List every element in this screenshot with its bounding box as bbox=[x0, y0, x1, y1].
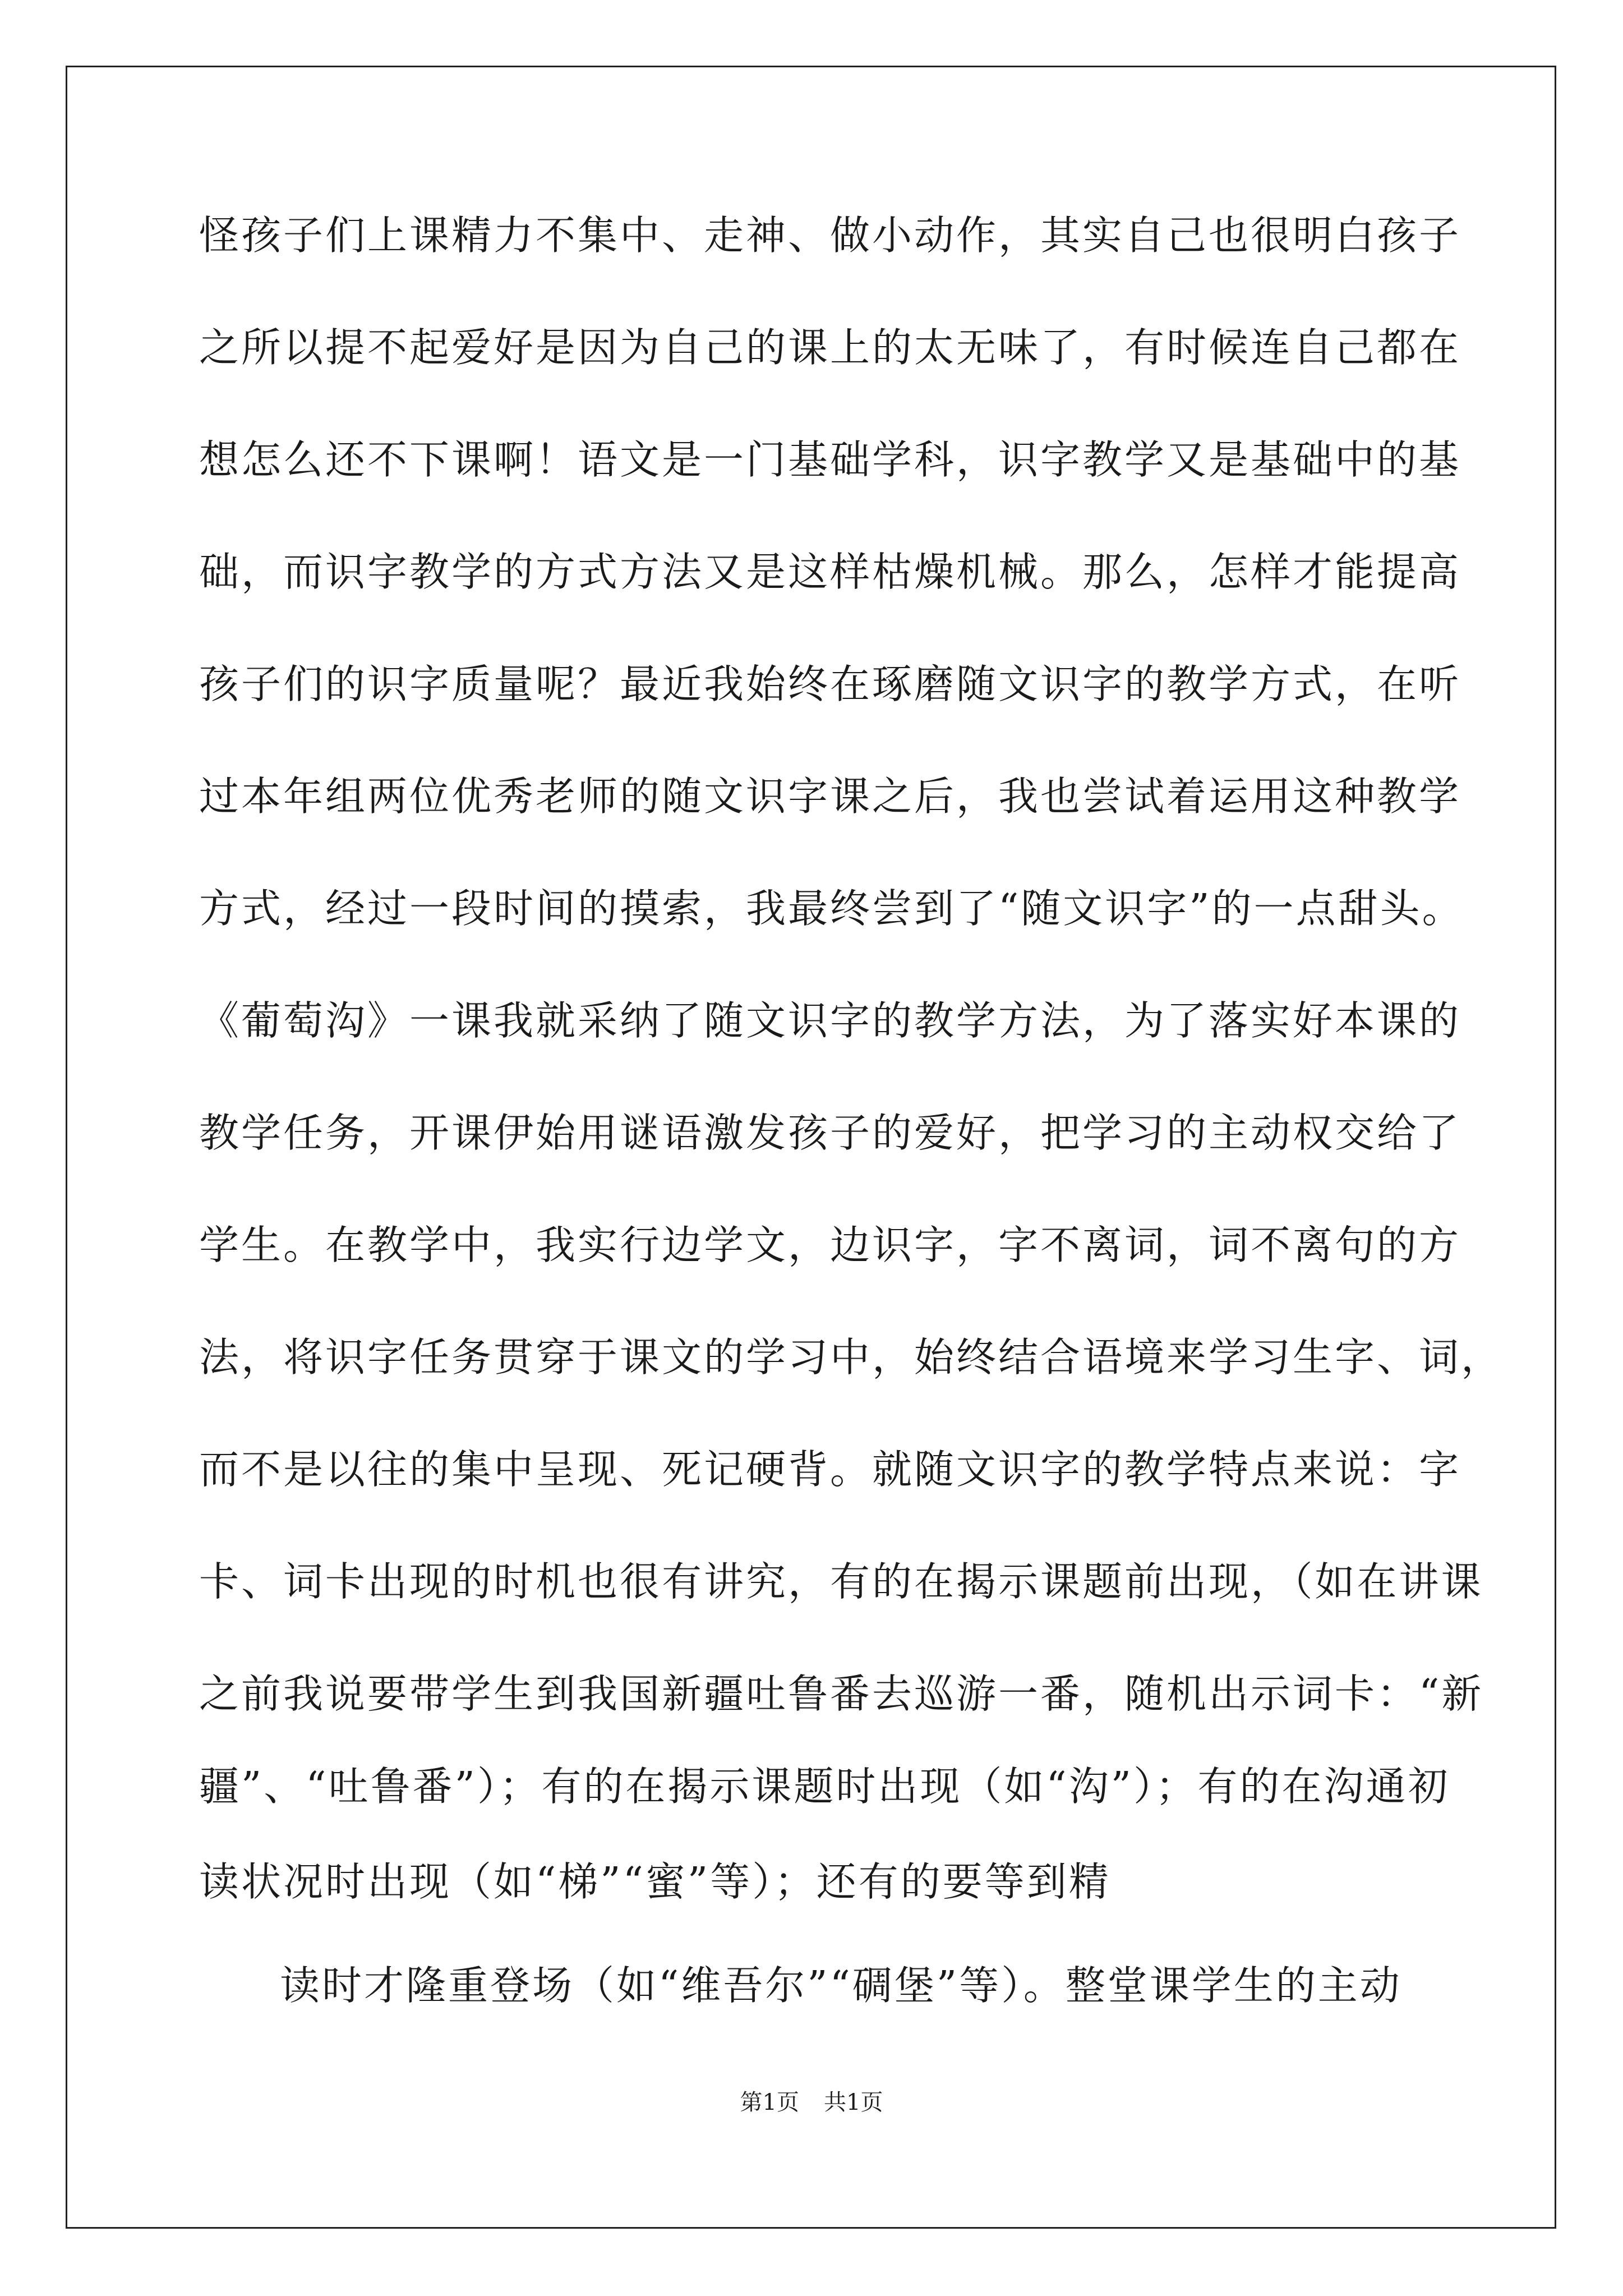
text-line-11: 法，将识字任务贯穿于课文的学习中，始终结合语境来学习生字、词， bbox=[199, 1334, 1504, 1381]
text-line-8: 《葡萄沟》一课我就采纳了随文识字的教学方法，为了落实好本课的 bbox=[199, 997, 1461, 1044]
text-line-10: 学生。在教学中，我实行边学文，边识字，字不离词，词不离句的方 bbox=[199, 1222, 1461, 1268]
page-number: 第1页 bbox=[740, 2090, 799, 2115]
text-line-indented: 读时才隆重登场（如“维吾尔”“碉堡”等）。整堂课学生的主动 bbox=[280, 1962, 1402, 2009]
text-line-7: 方式，经过一段时间的摸索，我最终尝到了“随文识字”的一点甜头。 bbox=[199, 885, 1464, 932]
text-line-1: 怪孩子们上课精力不集中、走神、做小动作，其实自己也很明白孩子 bbox=[199, 212, 1461, 259]
text-line-6: 过本年组两位优秀老师的随文识字课之后，我也尝试着运用这种教学 bbox=[199, 773, 1461, 820]
text-line-4: 础，而识字教学的方式方法又是这样枯燥机械。那么，怎样才能提高 bbox=[199, 549, 1461, 595]
text-line-5: 孩子们的识字质量呢？最近我始终在琢磨随文识字的教学方式，在听 bbox=[199, 661, 1461, 707]
text-line-12: 而不是以往的集中呈现、死记硬背。就随文识字的教学特点来说：字 bbox=[199, 1446, 1461, 1493]
text-line-15: 疆”、“吐鲁番”）；有的在揭示课题时出现（如“沟”）；有的在沟通初 bbox=[199, 1763, 1450, 1810]
page-total: 共1页 bbox=[824, 2090, 883, 2115]
text-line-2: 之所以提不起爱好是因为自己的课上的太无味了，有时候连自己都在 bbox=[199, 324, 1461, 371]
text-line-16: 读状况时出现（如“梯”“蜜”等）；还有的要等到精 bbox=[199, 1858, 1111, 1905]
text-line-3: 想怎么还不下课啊！语文是一门基础学科，识字教学又是基础中的基 bbox=[199, 436, 1461, 483]
text-line-13: 卡、词卡出现的时机也很有讲究，有的在揭示课题前出现，（如在讲课 bbox=[199, 1558, 1483, 1605]
text-line-9: 教学任务，开课伊始用谜语激发孩子的爱好，把学习的主动权交给了 bbox=[199, 1110, 1461, 1156]
page-footer bbox=[0, 2087, 1623, 2118]
text-line-14: 之前我说要带学生到我国新疆吐鲁番去巡游一番，随机出示词卡：“新 bbox=[199, 1671, 1484, 1717]
